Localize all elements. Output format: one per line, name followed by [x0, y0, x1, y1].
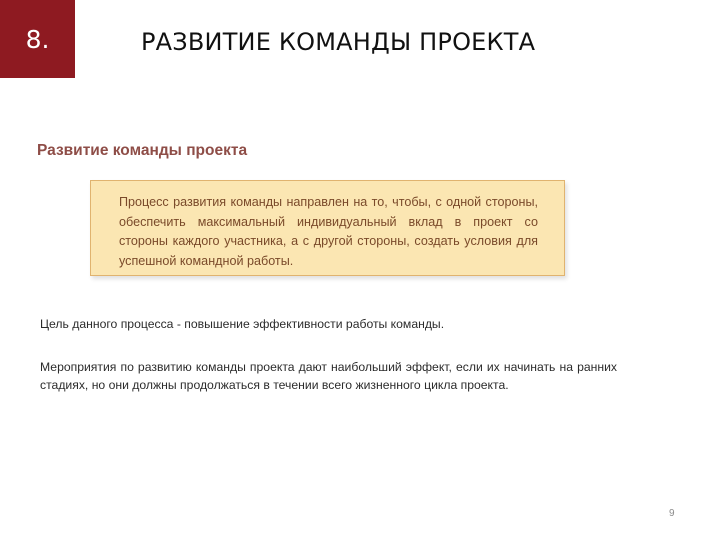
- page-number: 9: [669, 508, 675, 519]
- definition-callout: [90, 180, 565, 276]
- slide-number: 8.: [25, 24, 50, 54]
- slide-number-badge: [0, 0, 75, 78]
- activities-paragraph: Мероприятия по развитию команды проекта дают наибольший эффект, если их начинать на ранних стадиях, но они должны продолжаться в течении всего жизненного цикла проекта.: [40, 360, 617, 392]
- slide-title: РАЗВИТИЕ КОМАНДЫ ПРОЕКТА: [141, 28, 536, 56]
- section-heading: Развитие команды проекта: [37, 142, 248, 159]
- callout-text: Процесс развития команды направлен на то, чтобы, с одной стороны, обеспечить максимальный индивидуальный вклад в проект со стороны каждого участника, а с другой стороны, создать условия для успешной командной работы.: [119, 195, 538, 268]
- goal-paragraph: Цель данного процесса - повышение эффективности работы команды.: [40, 317, 445, 331]
